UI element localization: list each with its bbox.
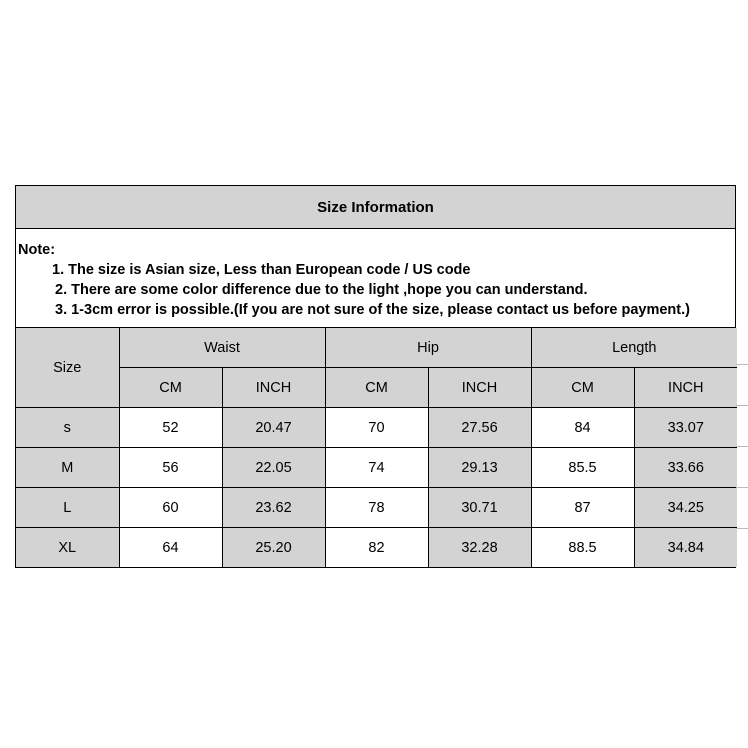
- value-cell: 32.28: [428, 528, 531, 568]
- unit-header: CM: [531, 368, 634, 408]
- size-cell: L: [16, 488, 119, 528]
- gridline-stub: [736, 405, 748, 406]
- table-row: [16, 488, 737, 528]
- gridline-stub: [736, 528, 748, 529]
- size-information-sheet: [15, 185, 736, 568]
- value-cell: 74: [325, 448, 428, 488]
- value-cell: 23.62: [222, 488, 325, 528]
- value-cell: 52: [119, 408, 222, 448]
- size-table: [16, 328, 737, 567]
- size-cell: XL: [16, 528, 119, 568]
- gridline-stub: [736, 364, 748, 365]
- table-row: [16, 408, 737, 448]
- value-cell: 34.84: [634, 528, 737, 568]
- table-header-row: [16, 328, 737, 368]
- size-header: Size: [16, 328, 119, 408]
- size-cell: M: [16, 448, 119, 488]
- group-header-length: Length: [531, 328, 737, 368]
- table-row: [16, 528, 737, 568]
- unit-header: INCH: [428, 368, 531, 408]
- value-cell: 25.20: [222, 528, 325, 568]
- value-cell: 22.05: [222, 448, 325, 488]
- value-cell: 70: [325, 408, 428, 448]
- size-cell: s: [16, 408, 119, 448]
- value-cell: 56: [119, 448, 222, 488]
- notes-label: Note:: [18, 242, 56, 258]
- unit-header: CM: [119, 368, 222, 408]
- value-cell: 64: [119, 528, 222, 568]
- value-cell: 27.56: [428, 408, 531, 448]
- value-cell: 29.13: [428, 448, 531, 488]
- note-item-2: 2. There are some color difference due to the light ,hope you can understand.: [55, 282, 588, 298]
- value-cell: 84: [531, 408, 634, 448]
- unit-header: INCH: [634, 368, 737, 408]
- value-cell: 33.66: [634, 448, 737, 488]
- unit-header: CM: [325, 368, 428, 408]
- value-cell: 20.47: [222, 408, 325, 448]
- value-cell: 87: [531, 488, 634, 528]
- value-cell: 78: [325, 488, 428, 528]
- table-unit-row: [16, 368, 737, 408]
- note-item-3: 3. 1-3cm error is possible.(If you are not sure of the size, please contact us before payment.): [55, 302, 690, 318]
- value-cell: 88.5: [531, 528, 634, 568]
- value-cell: 34.25: [634, 488, 737, 528]
- value-cell: 60: [119, 488, 222, 528]
- value-cell: 33.07: [634, 408, 737, 448]
- note-item-1: 1. The size is Asian size, Less than European code / US code: [52, 262, 471, 278]
- unit-header: INCH: [222, 368, 325, 408]
- group-header-hip: Hip: [325, 328, 531, 368]
- table-row: [16, 448, 737, 488]
- notes-section: [16, 229, 735, 328]
- value-cell: 82: [325, 528, 428, 568]
- group-header-waist: Waist: [119, 328, 325, 368]
- sheet-title: Size Information: [16, 186, 735, 229]
- gridline-stub: [736, 487, 748, 488]
- gridline-stub: [736, 446, 748, 447]
- value-cell: 30.71: [428, 488, 531, 528]
- value-cell: 85.5: [531, 448, 634, 488]
